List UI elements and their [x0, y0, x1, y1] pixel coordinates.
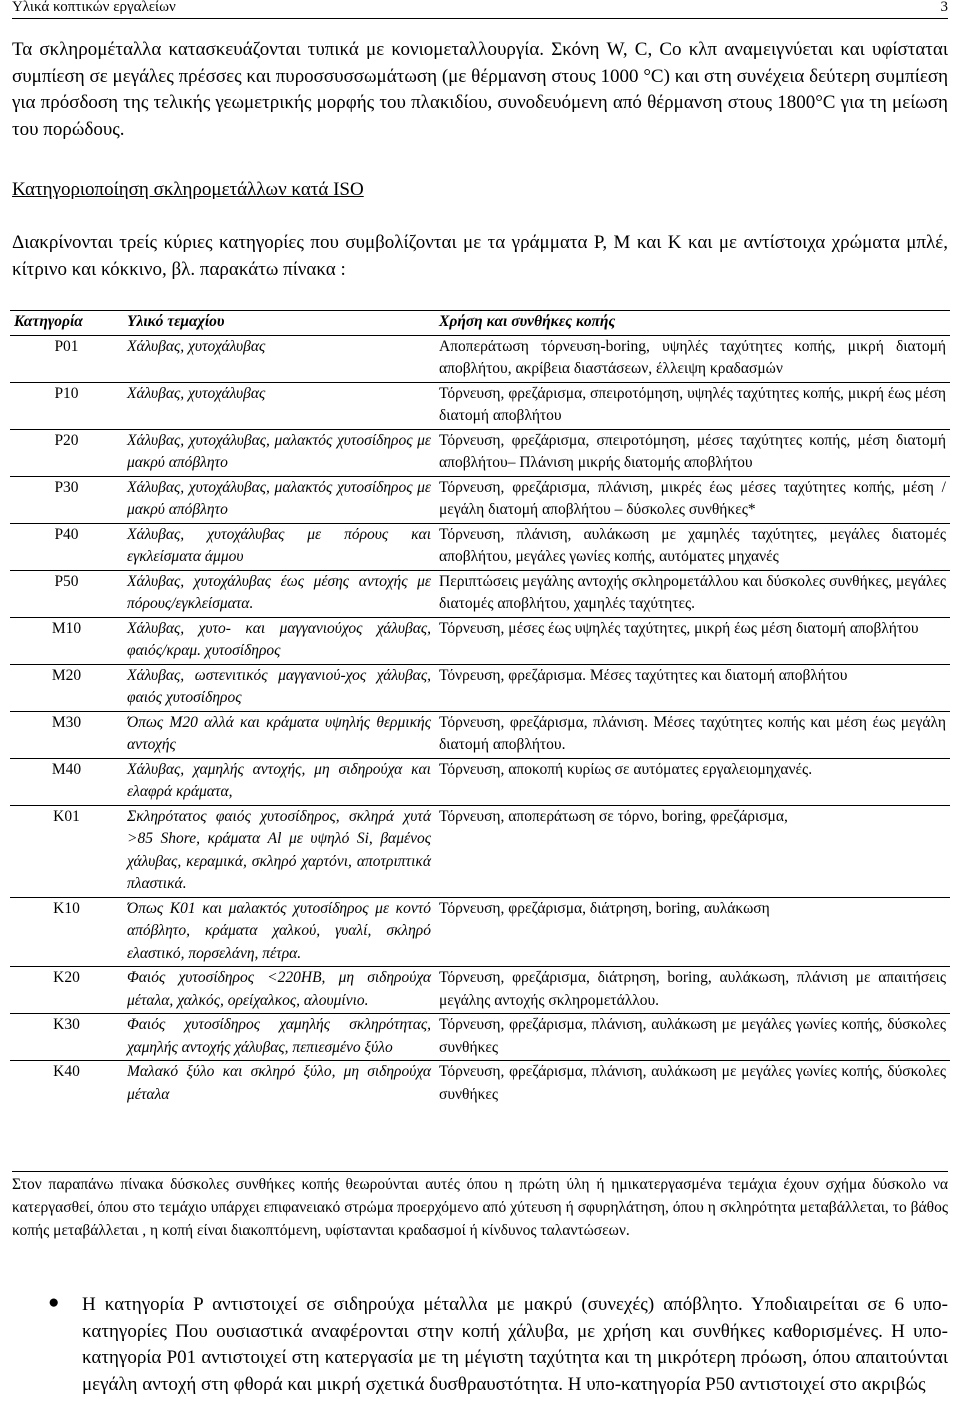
material-cell: Όπως K01 και μαλακτός χυτοσίδηρος με κοντό απόβλητο, κράματα χαλκού, γυαλί, σκληρό ελαστικό, πορσελάνη, πέτρα.: [123, 897, 435, 967]
category-code: K30: [10, 1014, 123, 1061]
header-usage: Χρήση και συνθήκες κοπής: [435, 311, 950, 336]
material-cell: Χάλυβας, χυτοχάλυβας: [123, 335, 435, 382]
category-code: P10: [10, 382, 123, 429]
material-cell: Χάλυβας, χαμηλής αντοχής, μη σιδηρούχα και ελαφρά κράματα,: [123, 758, 435, 805]
usage-cell: Τόρνευση, φρεζάρισμα, πλάνιση. Μέσες ταχύτητες κοπής και μέση έως μεγάλη διατομή αποβλήτου.: [435, 711, 950, 758]
material-cell: Χάλυβας, χυτοχάλυβας: [123, 382, 435, 429]
table-body: [10, 335, 950, 1107]
usage-cell: Τόρνευση, φρεζάρισμα, πλάνιση, αυλάκωση με μεγάλες γωνίες κοπής, δύσκολες συνθήκες: [435, 1014, 950, 1061]
table-row: [10, 1061, 950, 1108]
usage-cell: Τόρνευση, αποκοπή κυρίως σε αυτόματες εργαλειομηχανές.: [435, 758, 950, 805]
table-row: [10, 476, 950, 523]
usage-cell: Τόρνευση, φρεζάρισμα, διάτρηση, boring, αυλάκωση, πλάνιση με απαιτήσεις μεγάλης αντοχής σκληρομετάλλου.: [435, 967, 950, 1014]
bullet-paragraph: Η κατηγορία P αντιστοιχεί σε σιδηρούχα μέταλλα με μακρύ (συνεχές) απόβλητο. Υποδιαιρείται σε 6 υπο-κατηγορίες Που ουσιαστικά αναφέρονται στην κοπή χάλυβα, με χρήση και συνθήκες καθορισμένες. Η υπο-κατηγορία P01 αντιστοιχεί στη κατεργασία με τη μέγιστη ταχύτητα και τη μικρότερη πρόωση, όπου απαιτούνται μεγάλη αντοχή στη φθορά και μικρή σχετικά δυσθραυστότητα. Η υπο-κατηγορία P50 αντιστοιχεί στο ακριβώς: [82, 1294, 948, 1395]
category-code: M40: [10, 758, 123, 805]
table-row: [10, 1014, 950, 1061]
category-code: K20: [10, 967, 123, 1014]
category-code: P01: [10, 335, 123, 382]
material-cell: Φαιός χυτοσίδηρος χαμηλής σκληρότητας, χαμηλής αντοχής χάλυβας, πεπιεσμένο ξύλο: [123, 1014, 435, 1061]
material-cell: Όπως M20 αλλά και κράματα υψηλής θερμικής αντοχής: [123, 711, 435, 758]
usage-cell: Αποπεράτωση τόρνευση-boring, υψηλές ταχύτητες κοπής, μικρή διατομή αποβλήτου, ακρίβεια διαστάσεων, έλλειψη κραδασμών: [435, 335, 950, 382]
usage-cell: Τόρνευση, πλάνιση, αυλάκωση με χαμηλές ταχύτητες, μεγάλες διατομές αποβλήτου, μεγάλες γωνίες κοπής, αυτόματες μηχανές: [435, 523, 950, 570]
table-row: [10, 897, 950, 967]
header-material: Υλικό τεμαχίου: [123, 311, 435, 336]
table-row: [10, 664, 950, 711]
category-code: K40: [53, 1063, 80, 1080]
material-cell: Χάλυβας, χυτοχάλυβας, μαλακτός χυτοσίδηρος με μακρύ απόβλητο: [123, 476, 435, 523]
usage-cell: Τόρνευση, φρεζάρισμα, διάτρηση, boring, αυλάκωση: [435, 897, 950, 967]
running-title: Υλικά κοπτικών εργαλείων: [12, 0, 176, 15]
usage-cell: Τόρνευση, φρεζάρισμα, σπειροτόμηση, μέσες ταχύτητες κοπής, μέση διατομή αποβλήτου– Πλάνιση μικρής διατομής αποβλήτου: [435, 429, 950, 476]
usage-cell: Τόρνευση, φρεζάρισμα, πλάνιση, μικρές έως μέσες ταχύτητες κοπής, μέση /μεγάλη διατομή αποβλήτου – δύσκολες συνθήκες*: [435, 476, 950, 523]
iso-category-table: [10, 310, 950, 1107]
material-cell: Χάλυβας, χυτοχάλυβας έως μέσης αντοχής με πόρους/εγκλείσματα.: [123, 570, 435, 617]
material-cell: Χάλυβας, ωστενιτικός μαγγανιού-χος χάλυβας, φαιός χυτοσίδηρος: [123, 664, 435, 711]
categories-paragraph: Διακρίνονται τρείς κύριες κατηγορίες που συμβολίζονται με τα γράμματα P, M και K και με αντίστοιχα χρώματα μπλέ, κίτρινο και κόκκινο, βλ. παρακάτω πίνακα :: [12, 232, 948, 280]
usage-cell: Περιπτώσεις μεγάλης αντοχής σκληρομετάλλου και δύσκολες συνθήκες, μεγάλες διατομές αποβλήτου, χαμηλές ταχύτητες.: [435, 570, 950, 617]
table-row: [10, 967, 950, 1014]
usage-cell: Τόρνευση, φρεζάρισμα, πλάνιση, αυλάκωση με μεγάλες γωνίες κοπής, δύσκολες συνθήκες: [439, 1063, 946, 1103]
table-row: [10, 805, 950, 897]
category-code: M20: [10, 664, 123, 711]
usage-cell: Τόρνευση, μέσες έως υψηλές ταχύτητες, μικρή έως μέση διατομή αποβλήτου: [435, 617, 950, 664]
category-code: P50: [10, 570, 123, 617]
material-cell: Μαλακό ξύλο και σκληρό ξύλο, μη σιδηρούχα μέταλα: [127, 1063, 431, 1103]
table-footnote: Στον παραπάνω πίνακα δύσκολες συνθήκες κοπής θεωρούνται αυτές όπου η πρώτη ύλη ή ημικατεργασμένα τεμάχια έχουν σχήμα δύσκολο να κατεργασθεί, όπου στο τεμάχιο υπάρχει επιφανειακό στρώμα προερχόμενο από χύτευση ή σφυρηλάτηση, όπου η σκληρότητα μεταβάλλεται, το βάθος κοπής μεταβάλλεται , η κοπή είναι διακοπτόμενη, υφίστανται κραδασμοί ή κίνδυνος ταλαντώσεων.: [12, 1171, 948, 1242]
material-cell: Σκληρότατος φαιός χυτοσίδηρος, σκληρά χυτά >85 Shore, κράματα Al με υψηλό Si, βαμένος χάλυβας, κεραμικά, σκληρό χαρτόνι, αποτριπτικά πλαστικά.: [123, 805, 435, 897]
usage-cell: Τόρνευση, φρεζάρισμα, σπειροτόμηση, υψηλές ταχύτητες κοπής, μικρή έως μέση διατομή αποβλήτου: [435, 382, 950, 429]
category-code: P20: [10, 429, 123, 476]
category-code: K10: [10, 897, 123, 967]
section-heading: Κατηγοριοποίηση σκληρομετάλλων κατά ISO: [12, 179, 364, 200]
intro-paragraph: Τα σκληρομέταλλα κατασκευάζονται τυπικά με κονιομεταλλουργία. Σκόνη W, C, Co κλπ αναμειγνύεται και υφίσταται συμπίεση σε μεγάλες πρέσσες και πυροσσυσσωμάτωση (με θέρμανση στους 1000 °C) και στη συνέχεια δεύτερη συμπίεση για πρόσδοση της τελικής γεωμετρικής μορφής του πλακιδίου, συνοδευόμενη από θέρμανση στους 1800°C για τη μείωση του πορώδους.: [12, 39, 948, 140]
material-cell: Χάλυβας, χυτοχάλυβας, μαλακτός χυτοσίδηρος με μακρύ απόβλητο: [123, 429, 435, 476]
table-row: [10, 758, 950, 805]
table-row: [10, 570, 950, 617]
category-code: P40: [10, 523, 123, 570]
header-category: Κατηγορία: [10, 311, 123, 336]
table-row: [10, 382, 950, 429]
material-cell: Φαιός χυτοσίδηρος <220HB, μη σιδηρούχα μέταλα, χαλκός, ορείχαλκος, αλουμίνιο.: [123, 967, 435, 1014]
usage-cell: Τόνρευση, φρεζάρισμα. Μέσες ταχύτητες και διατομή αποβλήτου: [435, 664, 950, 711]
page-header: [12, 0, 948, 19]
table-row: [10, 617, 950, 664]
page-number: 3: [940, 0, 948, 15]
table-row: [10, 335, 950, 382]
usage-cell: Τόρνευση, αποπεράτωση σε τόρνο, boring, φρεζάρισμα,: [435, 805, 950, 897]
table-header-row: [10, 311, 950, 336]
bullet-icon: ●: [48, 1292, 60, 1313]
material-cell: Χάλυβας, χυτοχάλυβας με πόρους και εγκλείσματα άμμου: [123, 523, 435, 570]
table-row: [10, 711, 950, 758]
table-row: [10, 523, 950, 570]
category-code: K01: [10, 805, 123, 897]
category-code: M30: [10, 711, 123, 758]
category-code: P30: [10, 476, 123, 523]
material-cell: Χάλυβας, χυτο- και μαγγανιούχος χάλυβας, φαιός/κραμ. χυτοσίδηρος: [123, 617, 435, 664]
category-code: M10: [10, 617, 123, 664]
table-row: [10, 429, 950, 476]
